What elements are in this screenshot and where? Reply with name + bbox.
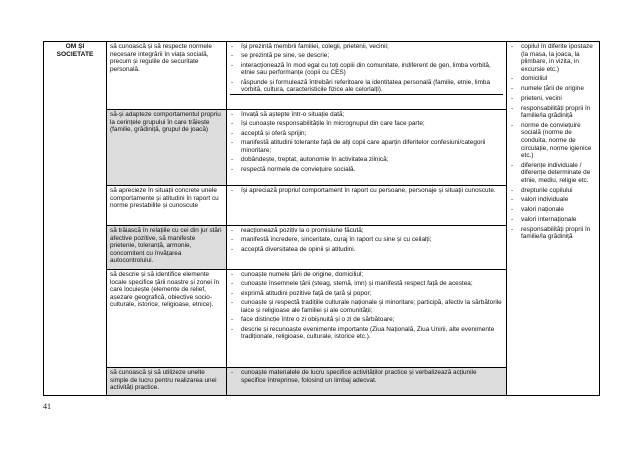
behavior-item: - acceptă diversitatea de opinii și atitudini. <box>230 246 503 254</box>
behavior-item: - dobândește, treptat, autonomie în activitatea zilnică; <box>230 156 503 164</box>
behavior-item: - respectă normele de conviețuire socială. <box>230 166 503 174</box>
content-item: - responsabilități proprii în familie/la grădiniță <box>510 105 596 120</box>
objective-cell: să-și adapteze comportamentul propriu la cerințele grupului în care trăiește (familie, grădiniță, grupul de joacă) <box>107 110 227 186</box>
behaviors-cell <box>227 368 507 396</box>
contents-cell <box>507 42 600 396</box>
content-item: - norme de conviețuire socială (norme de conduita, norme de circulație, norme igienice etc.) <box>510 122 596 160</box>
content-item: - responsabilități proprii în familie/la grădiniță <box>510 226 596 241</box>
content-item: - domiciliul <box>510 75 596 83</box>
behaviors-cell <box>227 186 507 226</box>
objective-cell: să cunoască și să respecte normele necesare integrării în viața socială, precum și regulile de securitate personală. <box>107 42 227 110</box>
behavior-item: - exprimă atitudini pozitive față de țară și popor; <box>230 290 503 298</box>
behavior-item: - face distincție între o zi obișnuită și o zi de sărbătoare; <box>230 316 503 324</box>
table-row <box>44 42 600 110</box>
content-item: - diferențe individuale / diferențe determinate de etnie, mediu, religie etc. <box>510 162 596 185</box>
behavior-item: - cunoaște însemnele țării (steag, stemă, imn) și manifestă respect față de acestea; <box>230 280 503 288</box>
behavior-item: - cunoaște numele țării de origine, domiciliul; <box>230 271 503 279</box>
behavior-item: - răspunde și formulează întrebări referitoare la identitatea personală (familie, etnie, limba vorbită, cultura, caracteristicile fizice ale celorlalți). <box>230 79 503 95</box>
behaviors-cell <box>227 110 507 186</box>
behavior-item: - își apreciază propriul comportament în raport cu persoane, personaje și situații cunoscute. <box>230 187 503 195</box>
behavior-item: - cunoaște și respectă tradițiile culturale naționale și minoritare; participă, afectiv la sărbătorile laice și religioase ale familiei și ale comunității; <box>230 299 503 314</box>
content-item: - valori individuale <box>510 196 596 204</box>
behavior-item: - manifestă atitudini tolerante față de alți copii care aparțin diferitelor confesiuni/categorii minoritare; <box>230 139 503 154</box>
behavior-item: - descrie și recunoaște evenimente importante (Ziua Națională, Ziua Unirii, alte evenimente tradiționale, religioase, culturale, istorice etc.). <box>230 326 503 341</box>
behavior-item: - își prezintă membrii familiei, colegii, prietenii, vecinii; <box>230 43 503 51</box>
content-item: - numele țării de origine <box>510 85 596 93</box>
page-number: 41 <box>43 402 51 411</box>
objective-cell: să descrie și să identifice elemente locale specifice țării noastre și zonei în care locuiește (elemente de relief, așezare geografică, obiective socio-culturale, istorice, religioase, etnice). <box>107 270 227 368</box>
content-item: - copilul în diferite ipostaze (la masa, la joaca, la plimbare, in vizita, in excursie etc.) <box>510 43 596 73</box>
objective-cell: să aprecieze în situații concrete unele comportamente și atitudini în raport cu norme prestabilite și cunoscute <box>107 186 227 226</box>
behavior-item: - interacționează în mod egal cu toți copiii din comunitate, indiferent de gen, limba vorbită, etnie sau performanțe (copii cu CES) <box>230 62 503 77</box>
content-item: - valori naționale <box>510 206 596 214</box>
curriculum-table <box>43 41 600 396</box>
objective-cell: să cunoască și să utilizeze unelte simple de lucru pentru realizarea unei activități practice. <box>107 368 227 396</box>
behavior-item: - acceptă și oferă sprijin; <box>230 130 503 138</box>
content-item: - drepturile copilului <box>510 187 596 195</box>
behavior-item: - învață să aștepte într-o situație dată; <box>230 111 503 119</box>
behavior-item: - se prezintă pe sine, se descrie; <box>230 52 503 60</box>
behaviors-cell <box>227 270 507 368</box>
behaviors-cell <box>227 226 507 270</box>
content-item: - valori internaționale <box>510 216 596 224</box>
behavior-item: - își cunoaște responsabilitățile în micrognupul din care face parte; <box>230 120 503 128</box>
behavior-item: - manifestă încredere, sinceritate, curaj în raport cu sine și cu ceilalți; <box>230 236 503 244</box>
objective-cell: să trăiască în relațiile cu cei din jur stări afective pozitive, să manifeste prietenie, toleranță, armonie, concomitent cu învățarea autocontrolului. <box>107 226 227 270</box>
behavior-item: - reacționează pozitiv la o promisiune făcută; <box>230 227 503 235</box>
domain-cell: OM ȘI SOCIETATE <box>44 42 107 396</box>
content-item: - prieteni, vecini <box>510 95 596 103</box>
behavior-item: - cunoaște materialele de lucru specifice activităților practice și verbalizează acțiunile specifice întreprinse, folosind un limbaj adecvat. <box>230 369 503 384</box>
behaviors-cell <box>227 42 507 110</box>
